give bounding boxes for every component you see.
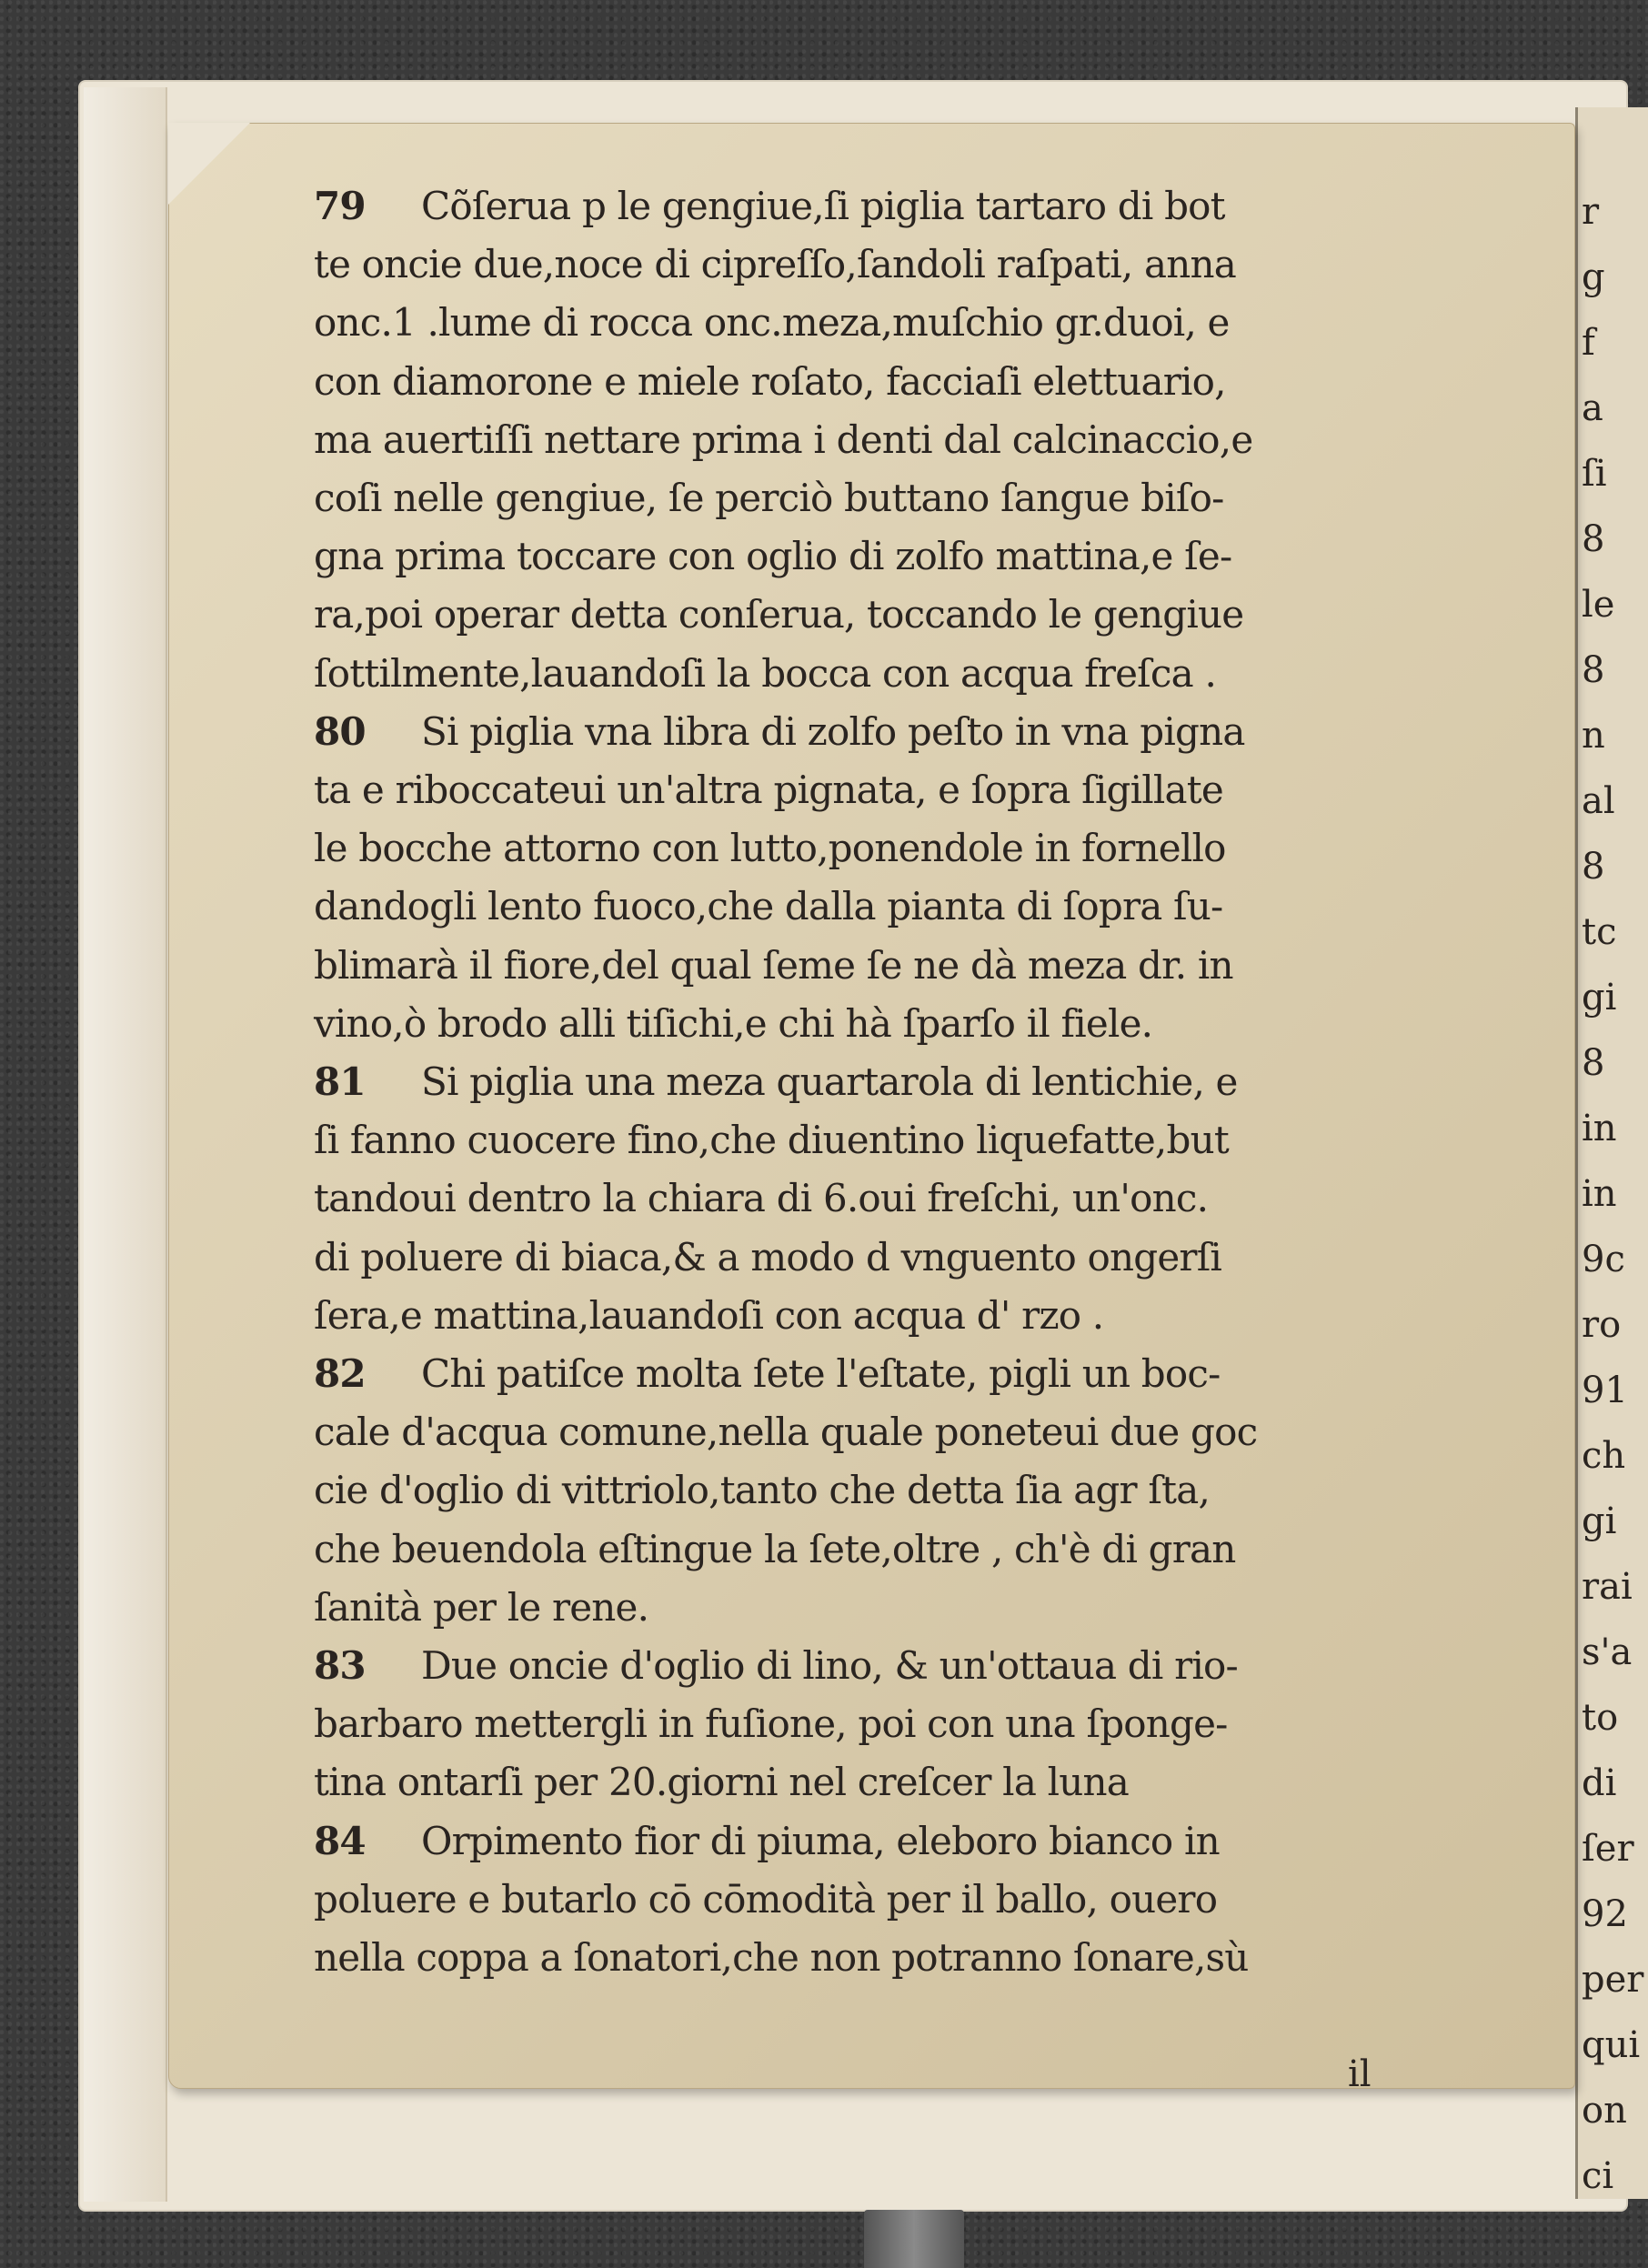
edge-fragment: qui bbox=[1582, 2024, 1641, 2066]
line-text: Chi patiſce molta ſete l'eſtate, pigli un boc- bbox=[421, 1351, 1221, 1397]
edge-fragment: s'a bbox=[1582, 1631, 1633, 1673]
line-text: le bocche attorno con lutto,ponendole in fornello bbox=[314, 826, 1226, 871]
text-line bbox=[314, 878, 1442, 936]
edge-fragment: per bbox=[1582, 1959, 1644, 2001]
line-text: gna prima toccare con oglio di zolfo mattina,e ſe- bbox=[314, 534, 1232, 579]
edge-fragment: 8 bbox=[1582, 518, 1605, 560]
line-text: ra,poi operar detta conſerua, toccando le gengiue bbox=[314, 592, 1244, 637]
edge-fragment: le bbox=[1582, 584, 1615, 626]
edge-fragment: ſer bbox=[1582, 1828, 1634, 1870]
entry-number: 82 bbox=[314, 1351, 366, 1397]
text-line bbox=[314, 527, 1442, 586]
line-text: poluere e butarlo cō cōmodità per il ballo, ouero bbox=[314, 1876, 1218, 1922]
text-line bbox=[314, 586, 1442, 644]
edge-fragment: r bbox=[1582, 191, 1600, 233]
text-line bbox=[314, 1053, 1442, 1111]
line-text: ma auertiſſi nettare prima i denti dal calcinaccio,e bbox=[314, 416, 1253, 462]
text-line bbox=[314, 819, 1442, 878]
text-line bbox=[314, 236, 1442, 294]
line-text: barbaro mettergli in fuſione, poi con una ſponge- bbox=[314, 1701, 1228, 1747]
line-text: ta e riboccateui un'altra pignata, e ſopra ſigillate bbox=[314, 768, 1223, 813]
text-line bbox=[314, 1169, 1442, 1228]
line-text: cale d'acqua comune,nella quale poneteui due goc bbox=[314, 1410, 1258, 1455]
edge-fragment: di bbox=[1582, 1762, 1617, 1804]
text-line bbox=[314, 761, 1442, 819]
line-text: ſottilmente,lauandoſi la bocca con acqua freſca . bbox=[314, 650, 1216, 696]
line-text: Si piglia una meza quartarola di lentichie, e bbox=[421, 1059, 1238, 1105]
text-line bbox=[314, 995, 1442, 1053]
text-line bbox=[314, 177, 1442, 236]
text-line bbox=[314, 1403, 1442, 1461]
line-text: Orpimento fior di piuma, eleboro bianco in bbox=[421, 1818, 1220, 1863]
text-line bbox=[314, 1111, 1442, 1169]
line-text: tina ontarſi per 20.giorni nel creſcer la luna bbox=[314, 1760, 1129, 1805]
recipe-entry bbox=[314, 1637, 1442, 1812]
edge-fragment: 8 bbox=[1582, 649, 1605, 691]
edge-fragment: in bbox=[1582, 1108, 1617, 1149]
line-text: cie d'oglio di vittriolo,tanto che detta ſia agr ſta, bbox=[314, 1468, 1211, 1513]
edge-fragment: 9c bbox=[1582, 1239, 1625, 1280]
recipe-entry bbox=[314, 703, 1442, 1053]
entry-number: 84 bbox=[314, 1818, 366, 1863]
line-text: dandogli lento fuoco,che dalla pianta di ſopra ſu- bbox=[314, 884, 1223, 929]
line-text: nella coppa a ſonatori,che non potranno ſonare,sù bbox=[314, 1935, 1249, 1981]
edge-fragment: gi bbox=[1582, 977, 1617, 1019]
line-text: ſanità per le rene. bbox=[314, 1584, 649, 1630]
recipe-entry bbox=[314, 1812, 1442, 1988]
text-line bbox=[314, 1753, 1442, 1811]
edge-fragment: al bbox=[1582, 780, 1615, 822]
edge-fragment: to bbox=[1582, 1697, 1619, 1739]
text-line bbox=[314, 353, 1442, 411]
edge-fragment: a bbox=[1582, 387, 1603, 429]
text-line bbox=[314, 1871, 1442, 1929]
recipe-entry bbox=[314, 177, 1442, 703]
text-line bbox=[314, 1229, 1442, 1287]
line-text: Cõſerua p le gengiue,ſi piglia tartaro di bot bbox=[421, 184, 1225, 228]
line-text: di poluere di biaca,& a modo d vnguento ongerſi bbox=[314, 1234, 1222, 1280]
edge-fragment: gi bbox=[1582, 1500, 1617, 1542]
text-line bbox=[314, 1345, 1442, 1403]
text-line bbox=[314, 937, 1442, 995]
entry-number: 79 bbox=[314, 184, 366, 228]
text-line bbox=[314, 1579, 1442, 1637]
line-text: Si piglia vna libra di zolfo peſto in vna pigna bbox=[421, 708, 1245, 754]
text-line bbox=[314, 1461, 1442, 1520]
edge-fragment: ſi bbox=[1582, 453, 1607, 495]
page-corner-fold bbox=[168, 123, 250, 205]
line-text: onc.1 .lume di rocca onc.meza,muſchio gr.duoi, e bbox=[314, 300, 1230, 346]
entry-number: 83 bbox=[314, 1643, 366, 1689]
text-line bbox=[314, 703, 1442, 761]
text-line bbox=[314, 1520, 1442, 1579]
edge-fragment: ci bbox=[1582, 2155, 1614, 2197]
text-line bbox=[314, 411, 1442, 469]
text-line bbox=[314, 1695, 1442, 1753]
line-text: Due oncie d'oglio di lino, & un'ottaua di rio- bbox=[421, 1643, 1238, 1689]
page-text bbox=[314, 177, 1442, 1987]
text-line bbox=[314, 1287, 1442, 1345]
edge-fragment: ro bbox=[1582, 1304, 1622, 1346]
edge-fragment: f bbox=[1582, 322, 1595, 364]
line-text: che beuendola eſtingue la ſete,oltre , ch'è di gran bbox=[314, 1526, 1236, 1571]
edge-fragment: tc bbox=[1582, 911, 1617, 953]
page-stub bbox=[84, 87, 167, 2202]
line-text: tandoui dentro la chiara di 6.oui freſchi, un'onc. bbox=[314, 1176, 1209, 1221]
edge-fragment: 92 bbox=[1582, 1893, 1628, 1935]
line-text: ſera,e mattina,lauandoſi con acqua d' rzo . bbox=[314, 1292, 1104, 1338]
edge-fragment: rai bbox=[1582, 1566, 1633, 1608]
line-text: con diamorone e miele roſato, facciaſi elettuario, bbox=[314, 358, 1226, 404]
line-text: ſi fanno cuocere fino,che diuentino liquefatte,but bbox=[314, 1118, 1229, 1163]
line-text: blimarà il fiore,del qual ſeme ſe ne dà meza dr. in bbox=[314, 942, 1233, 988]
text-line bbox=[314, 1812, 1442, 1871]
edge-fragment: 91 bbox=[1582, 1370, 1628, 1411]
edge-fragment: n bbox=[1582, 715, 1605, 757]
signature-mark: il bbox=[1348, 2053, 1372, 2095]
line-text: vino,ò brodo alli tiſichi,e chi hà ſparſo il fiele. bbox=[314, 1000, 1153, 1046]
line-text: coſi nelle gengiue, ſe perciò buttano ſangue biſo- bbox=[314, 476, 1224, 521]
entry-number: 81 bbox=[314, 1059, 366, 1105]
text-line bbox=[314, 294, 1442, 352]
next-page-edge bbox=[1575, 107, 1648, 2199]
bookmark-ribbon bbox=[864, 2210, 964, 2268]
edge-fragment: 8 bbox=[1582, 1042, 1605, 1084]
edge-fragment: g bbox=[1582, 256, 1605, 298]
edge-fragment: on bbox=[1582, 2090, 1627, 2132]
text-line bbox=[314, 1929, 1442, 1987]
entry-number: 80 bbox=[314, 708, 366, 754]
edge-fragment: in bbox=[1582, 1173, 1617, 1215]
text-line bbox=[314, 469, 1442, 527]
edge-fragment: 8 bbox=[1582, 846, 1605, 888]
text-line bbox=[314, 645, 1442, 703]
recipe-entry bbox=[314, 1053, 1442, 1345]
recipe-entry bbox=[314, 1345, 1442, 1637]
line-text: te oncie due,noce di cipreſſo,ſandoli raſpati, anna bbox=[314, 242, 1236, 287]
edge-fragment: ch bbox=[1582, 1435, 1626, 1477]
text-line bbox=[314, 1637, 1442, 1695]
